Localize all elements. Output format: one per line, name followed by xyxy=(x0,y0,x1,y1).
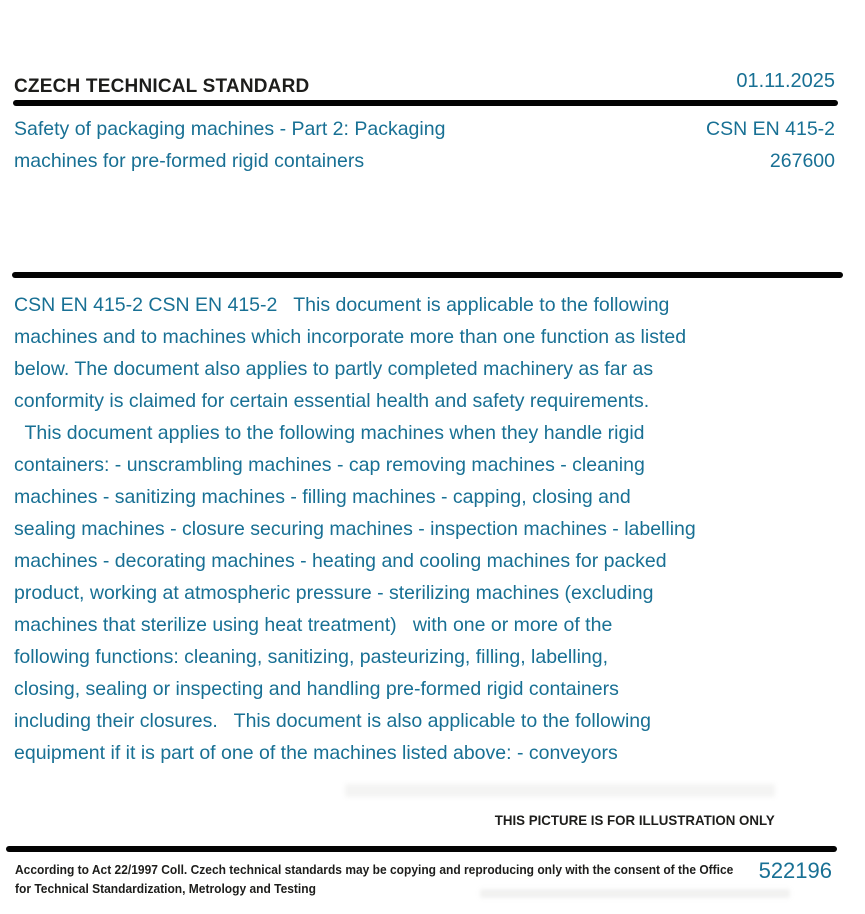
scope-text-line: machines and to machines which incorporate more than one function as listed xyxy=(14,326,687,348)
header-divider xyxy=(13,100,838,106)
faded-watermark-artifact xyxy=(345,784,775,797)
scope-text-line: including their closures. This document is also applicable to the following xyxy=(14,710,651,732)
standard-designation: CSN EN 415-2 xyxy=(706,118,835,140)
scope-text-line: equipment if it is part of one of the machines listed above: - conveyors xyxy=(14,742,618,764)
scope-text-line: containers: - unscrambling machines - cap removing machines - cleaning xyxy=(14,454,645,476)
scope-text-line: CSN EN 415-2 CSN EN 415-2 This document is applicable to the following xyxy=(14,294,670,316)
scope-text-line: machines - decorating machines - heating and cooling machines for packed xyxy=(14,550,667,572)
issue-date: 01.11.2025 xyxy=(736,70,835,92)
classification-number: 267600 xyxy=(769,150,835,172)
faded-footer-artifact xyxy=(480,889,790,898)
copyright-notice-line-1: According to Act 22/1997 Coll. Czech technical standards may be copying and reproducing only with the consent of the Office xyxy=(15,863,734,877)
document-type-heading: CZECH TECHNICAL STANDARD xyxy=(14,76,310,97)
scope-text xyxy=(14,289,854,769)
footer-divider xyxy=(6,846,837,852)
illustration-disclaimer: THIS PICTURE IS FOR ILLUSTRATION ONLY xyxy=(494,812,775,828)
scope-text-line: conformity is claimed for certain essential health and safety requirements. xyxy=(14,390,650,412)
body-divider xyxy=(12,272,843,278)
copyright-notice-line-2: for Technical Standardization, Metrology and Testing xyxy=(15,882,316,896)
scope-text-line: closing, sealing or inspecting and handling pre-formed rigid containers xyxy=(14,678,619,700)
scope-text-line: below. The document also applies to partly completed machinery as far as xyxy=(14,358,654,380)
scope-text-line: machines that sterilize using heat treatment) with one or more of the xyxy=(14,614,613,636)
scope-text-line: product, working at atmospheric pressure - sterilizing machines (excluding xyxy=(14,582,654,604)
scope-text-line: This document applies to the following machines when they handle rigid xyxy=(14,422,645,444)
scope-text-line: machines - sanitizing machines - filling machines - capping, closing and xyxy=(14,486,631,508)
standard-title-line-2: machines for pre-formed rigid containers xyxy=(14,150,365,172)
scope-text-line: following functions: cleaning, sanitizing, pasteurizing, filling, labelling, xyxy=(14,646,609,668)
standard-title xyxy=(14,113,445,177)
scope-text-line: sealing machines - closure securing machines - inspection machines - labelling xyxy=(14,518,696,540)
standard-title-line-1: Safety of packaging machines - Part 2: Packaging xyxy=(14,118,446,140)
document-order-number: 522196 xyxy=(758,858,832,883)
standard-codes xyxy=(706,113,835,177)
